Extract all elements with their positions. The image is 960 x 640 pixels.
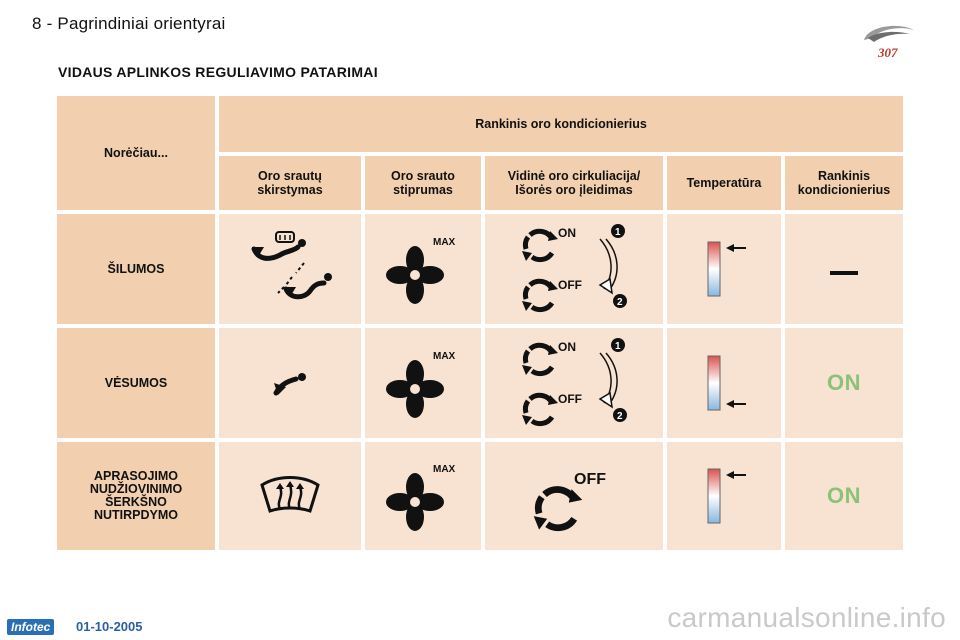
heating-distribution-cell bbox=[219, 214, 361, 324]
cooling-ac-cell bbox=[785, 328, 903, 438]
edition-date: 01-10-2005 bbox=[76, 619, 143, 634]
column-header-temperature bbox=[667, 156, 781, 210]
face-vents-airflow-icon bbox=[270, 363, 310, 403]
svg-text:OFF: OFF bbox=[574, 471, 606, 488]
svg-text:1: 1 bbox=[615, 341, 621, 352]
fan-max-icon bbox=[383, 231, 463, 307]
row-label-demist bbox=[57, 442, 215, 550]
heating-ac-cell bbox=[785, 214, 903, 324]
corner-label: Norėčiau... bbox=[104, 146, 168, 160]
row-label-cooling bbox=[57, 328, 215, 438]
temperature-gauge-icon bbox=[694, 234, 754, 304]
page-number: 8 bbox=[32, 14, 42, 33]
recirculation-on-then-off-icon bbox=[514, 333, 634, 433]
heating-fan-cell bbox=[365, 214, 481, 324]
column-header-fan bbox=[365, 156, 481, 210]
windscreen-and-feet-airflow-icon bbox=[240, 229, 340, 309]
row-demist-label-2: NUDŽIOVINIMO bbox=[89, 482, 183, 496]
recirculation-off-icon bbox=[524, 458, 624, 534]
fan-max-icon bbox=[383, 345, 463, 421]
col-ac-line1: Rankinis bbox=[817, 169, 871, 183]
demist-temperature-cell bbox=[667, 442, 781, 550]
cooling-distribution-cell bbox=[219, 328, 361, 438]
row-demist-label-1: APRASOJIMO bbox=[93, 469, 179, 483]
ac-on-label: ON bbox=[827, 483, 861, 508]
row-demist-label-4: NUTIRPDYMO bbox=[93, 508, 178, 522]
col-fan-line2: stiprumas bbox=[393, 183, 453, 197]
logo-model-text: 307 bbox=[878, 45, 898, 60]
fan-max-icon bbox=[383, 458, 463, 534]
svg-text:MAX: MAX bbox=[433, 464, 456, 475]
group-header: Rankinis oro kondicionierius bbox=[475, 117, 647, 131]
peugeot-307-logo bbox=[858, 20, 920, 62]
demist-ac-cell bbox=[785, 442, 903, 550]
page-header bbox=[32, 14, 225, 34]
svg-text:ON: ON bbox=[558, 226, 576, 240]
heating-recirculation-cell bbox=[485, 214, 663, 324]
row-heating-label: ŠILUMOS bbox=[107, 262, 165, 276]
ac-not-needed-dash bbox=[830, 271, 858, 275]
col-ac-line2: kondicionierius bbox=[797, 183, 891, 197]
column-header-ac bbox=[785, 156, 903, 210]
col-recirc-line1: Vidinė oro cirkuliacija/ bbox=[507, 169, 641, 183]
row-label-heating bbox=[57, 214, 215, 324]
ac-on-label: ON bbox=[827, 370, 861, 395]
svg-text:2: 2 bbox=[617, 411, 623, 422]
header-separator: - bbox=[46, 14, 53, 33]
chapter-title: Pagrindiniai orientyrai bbox=[57, 14, 226, 33]
heating-temperature-cell bbox=[667, 214, 781, 324]
column-header-recirculation bbox=[485, 156, 663, 210]
cooling-temperature-cell bbox=[667, 328, 781, 438]
svg-text:MAX: MAX bbox=[433, 351, 456, 362]
svg-text:MAX: MAX bbox=[433, 237, 456, 248]
watermark: carmanualsonline.info bbox=[667, 602, 946, 633]
infotec-badge: Infotec bbox=[7, 619, 54, 635]
corner-label-cell bbox=[57, 96, 215, 210]
col-distribution-line1: Oro srautų bbox=[258, 169, 322, 183]
group-header-cell bbox=[219, 96, 903, 152]
col-recirc-line2: Išorės oro įleidimas bbox=[515, 183, 633, 197]
col-temperature-line1: Temperatūra bbox=[686, 176, 762, 190]
svg-text:2: 2 bbox=[617, 297, 623, 308]
demist-fan-cell bbox=[365, 442, 481, 550]
col-distribution-line2: skirstymas bbox=[257, 183, 323, 197]
col-fan-line1: Oro srauto bbox=[391, 169, 455, 183]
row-demist-label-3: ŠERKŠNO bbox=[105, 495, 167, 509]
cooling-recirculation-cell bbox=[485, 328, 663, 438]
column-header-distribution bbox=[219, 156, 361, 210]
recirculation-on-then-off-icon bbox=[514, 219, 634, 319]
climate-advice-table bbox=[57, 96, 903, 550]
temperature-gauge-icon bbox=[694, 461, 754, 531]
demist-recirculation-cell bbox=[485, 442, 663, 550]
section-title: VIDAUS APLINKOS REGULIAVIMO PATARIMAI bbox=[58, 64, 378, 80]
demist-distribution-cell bbox=[219, 442, 361, 550]
svg-text:OFF: OFF bbox=[558, 278, 582, 292]
row-cooling-label: VĖSUMOS bbox=[104, 376, 168, 390]
svg-text:1: 1 bbox=[615, 227, 621, 238]
svg-text:ON: ON bbox=[558, 340, 576, 354]
cooling-fan-cell bbox=[365, 328, 481, 438]
temperature-gauge-icon bbox=[694, 348, 754, 418]
windscreen-demist-icon bbox=[258, 471, 322, 521]
svg-text:OFF: OFF bbox=[558, 392, 582, 406]
